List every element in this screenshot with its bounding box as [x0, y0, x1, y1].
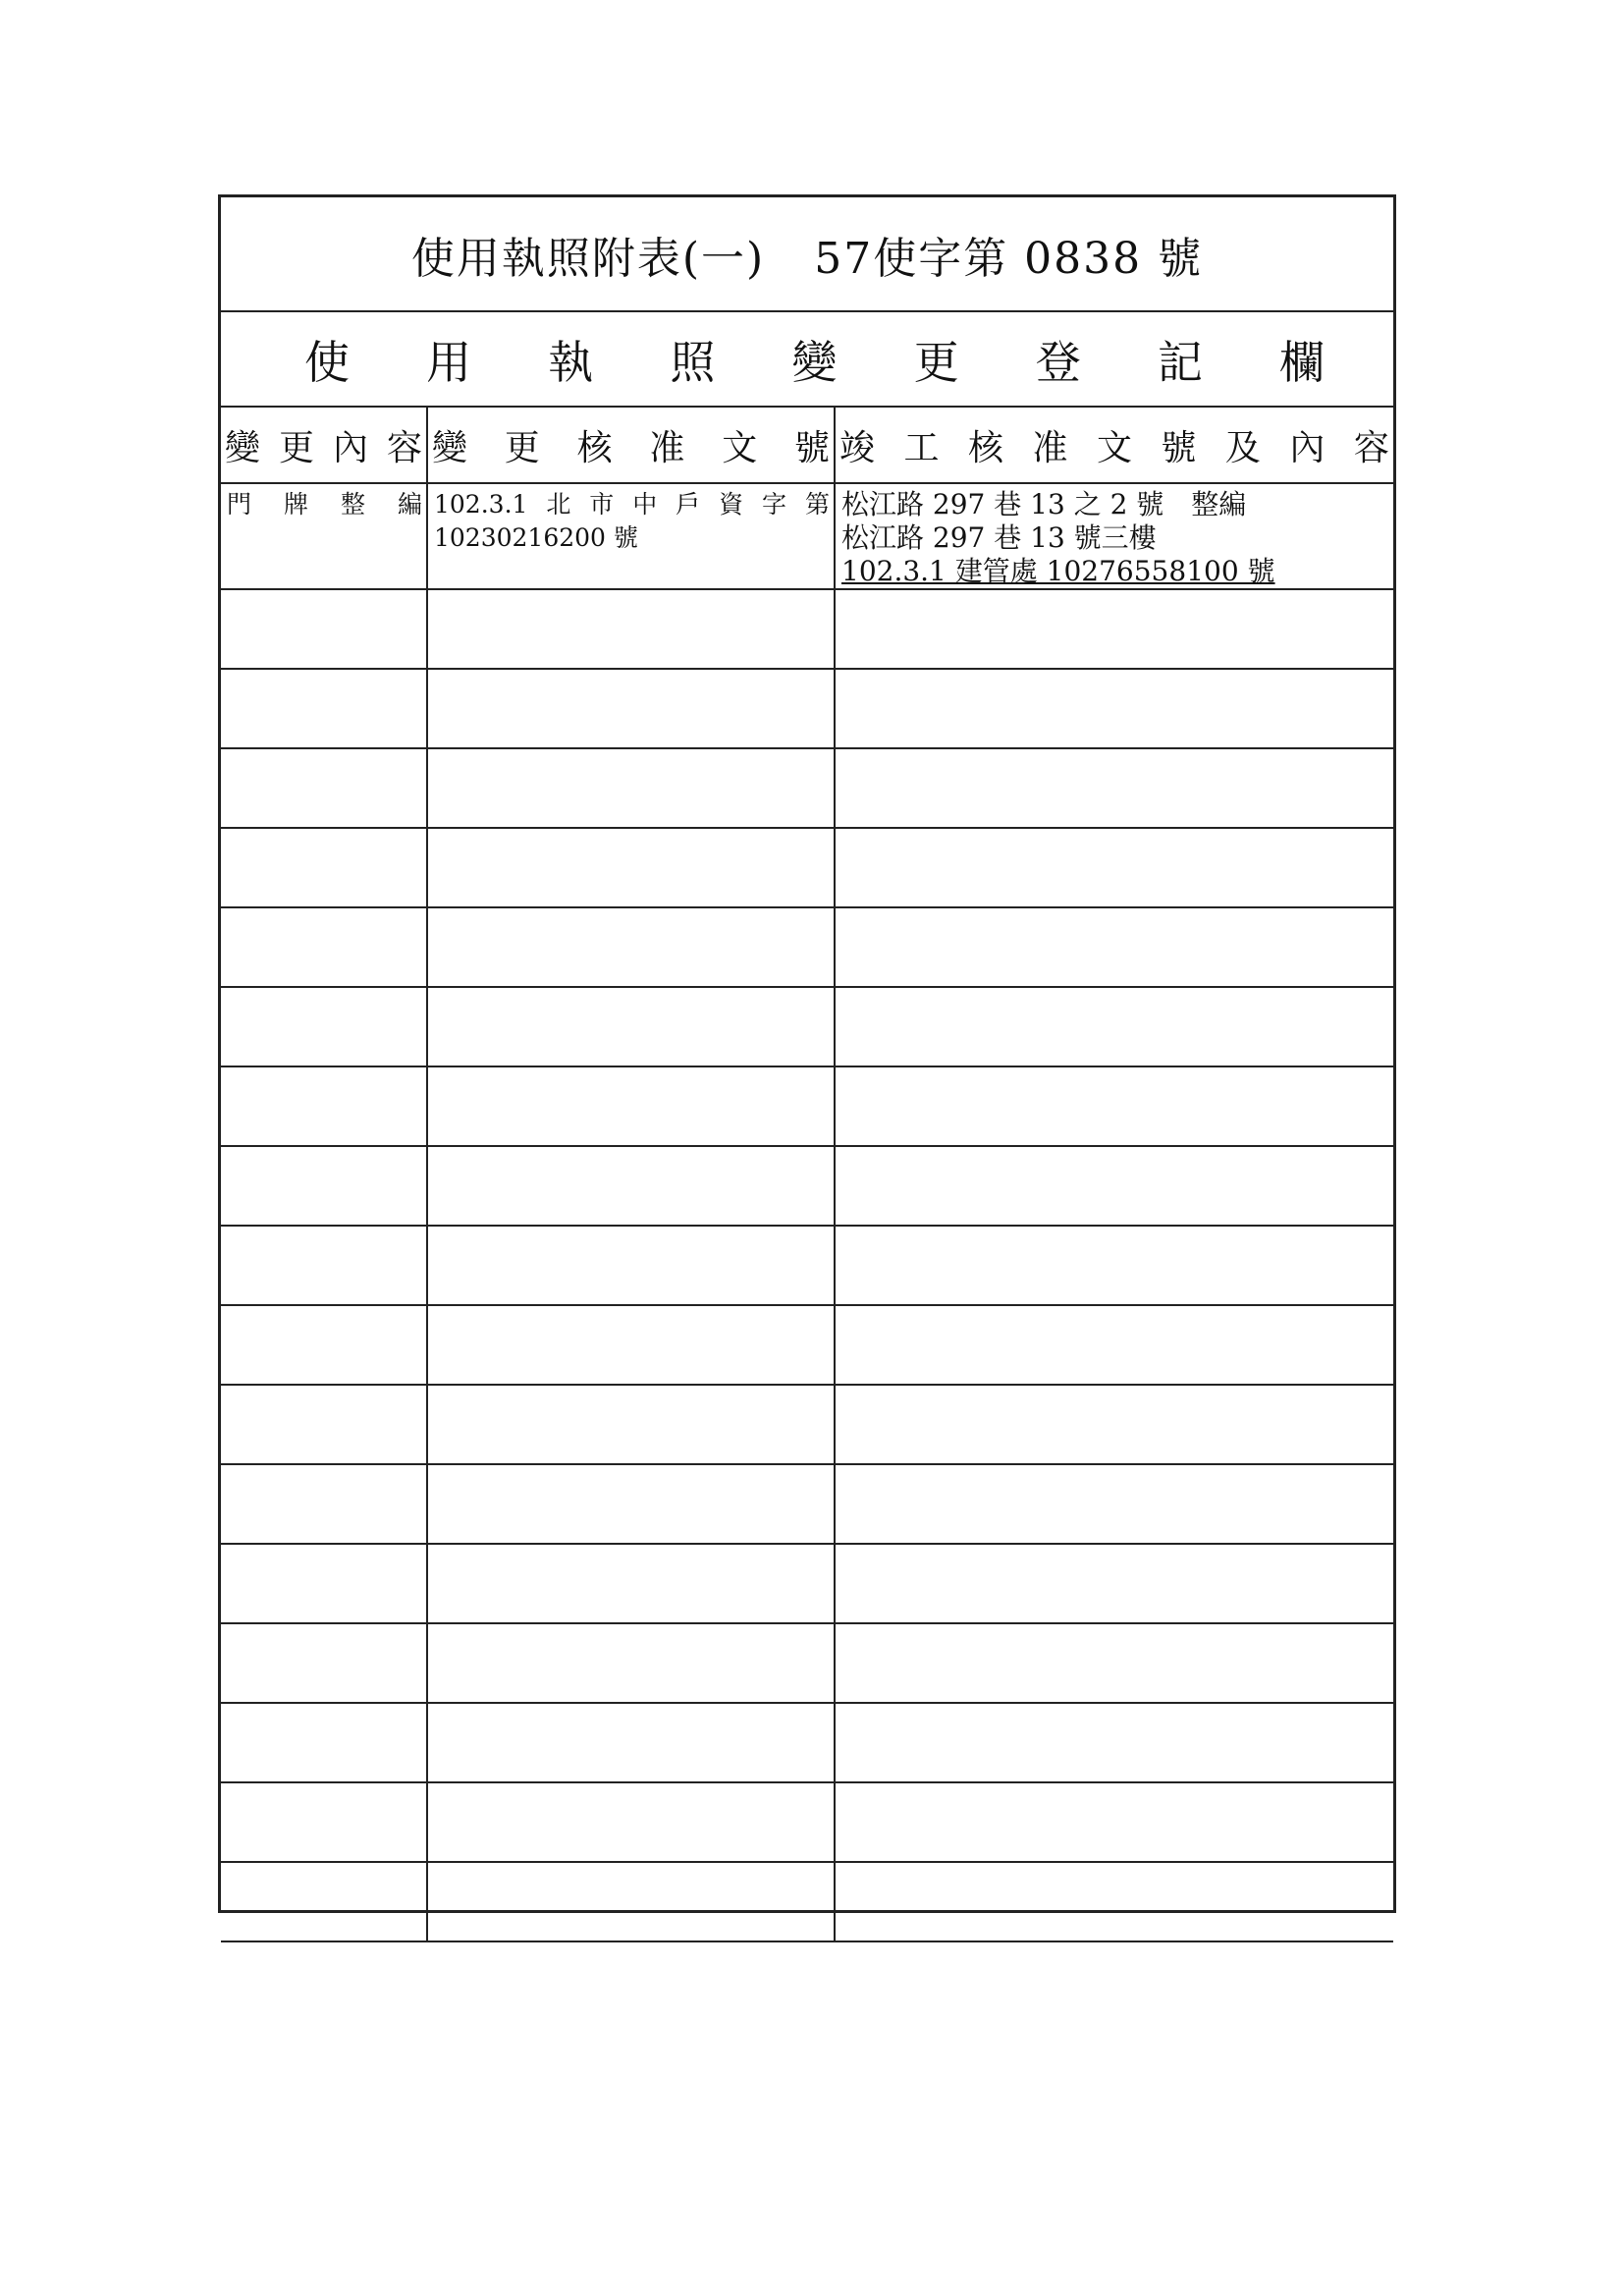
cell-approval-number — [427, 669, 835, 748]
table-row — [221, 1385, 1393, 1464]
section-heading-char: 使 — [304, 335, 350, 389]
table-row — [221, 1862, 1393, 1941]
cell-approval-number — [427, 907, 835, 987]
table-row — [221, 669, 1393, 748]
cell-completion-approval — [835, 1782, 1393, 1862]
cell-approval-number — [427, 1464, 835, 1544]
cell-change-content — [221, 1782, 427, 1862]
header-char: 核 — [967, 427, 1003, 468]
cell-char: 門 — [227, 490, 252, 519]
table-row — [221, 1066, 1393, 1146]
cell-completion-approval — [835, 1305, 1393, 1385]
cell-approval-number — [427, 1226, 835, 1305]
header-char: 容 — [1353, 427, 1389, 468]
section-heading-char: 照 — [670, 335, 716, 389]
table-row — [221, 1703, 1393, 1782]
table-row — [221, 828, 1393, 907]
section-heading-char: 登 — [1035, 335, 1081, 389]
permit-form — [218, 194, 1396, 1913]
section-heading — [221, 312, 1393, 408]
cell-change-content — [221, 987, 427, 1066]
approval-line-1 — [434, 488, 830, 521]
cell-completion-approval — [835, 1464, 1393, 1544]
cell-approval-number — [427, 1862, 835, 1941]
header-char: 內 — [1289, 427, 1325, 468]
header-char: 工 — [903, 427, 940, 468]
table-row — [221, 1146, 1393, 1226]
header-char: 變 — [432, 427, 468, 468]
cell-completion-approval — [835, 589, 1393, 669]
table-row — [221, 907, 1393, 987]
cell-change-content — [221, 1623, 427, 1703]
header-char: 准 — [649, 427, 685, 468]
cell-approval-number — [427, 748, 835, 828]
cell-change-content — [221, 1146, 427, 1226]
header-char: 文 — [1096, 427, 1132, 468]
cell-approval-number — [427, 828, 835, 907]
completion-line-1: 松江路 297 巷 13 之 2 號 整編 — [841, 488, 1247, 520]
header-change-content — [221, 408, 427, 483]
table-row — [221, 589, 1393, 669]
header-char: 更 — [278, 427, 314, 468]
cell-approval-number — [427, 1305, 835, 1385]
cell-approval-number — [427, 1385, 835, 1464]
section-heading-char: 變 — [791, 335, 838, 389]
table-row — [221, 1544, 1393, 1623]
cell-completion-approval — [835, 907, 1393, 987]
section-heading-char: 記 — [1157, 335, 1203, 389]
cell-change-content — [221, 1544, 427, 1623]
form-title-main: 使用執照附表(一) — [410, 233, 766, 284]
table-row — [221, 1305, 1393, 1385]
cell-completion-approval — [835, 1703, 1393, 1782]
header-char: 號 — [1161, 427, 1197, 468]
section-heading-char: 執 — [548, 335, 594, 389]
cell-char: 牌 — [283, 490, 308, 519]
completion-line-3: 102.3.1 建管處 10276558100 號 — [841, 555, 1275, 587]
cell-completion-approval — [835, 1226, 1393, 1305]
cell-approval-number — [427, 987, 835, 1066]
cell-completion-approval — [835, 748, 1393, 828]
header-char: 容 — [386, 427, 422, 468]
table-row — [221, 987, 1393, 1066]
change-record-table — [221, 408, 1393, 1942]
cell-completion-approval — [835, 669, 1393, 748]
cell-char: 戶 — [676, 490, 701, 519]
table-header-row — [221, 408, 1393, 483]
header-char: 號 — [793, 427, 830, 468]
header-char: 變 — [225, 427, 261, 468]
approval-date: 102.3.1 — [434, 490, 528, 519]
header-char: 竣 — [839, 427, 876, 468]
section-heading-char: 更 — [913, 335, 959, 389]
section-heading-char: 欄 — [1279, 335, 1325, 389]
header-char: 更 — [504, 427, 540, 468]
cell-completion-approval — [835, 1862, 1393, 1941]
cell-char: 整 — [340, 490, 365, 519]
cell-change-content — [221, 589, 427, 669]
cell-change-content — [221, 669, 427, 748]
cell-completion-approval — [835, 483, 1393, 589]
header-completion-approval — [835, 408, 1393, 483]
cell-approval-number — [427, 483, 835, 589]
cell-change-content — [221, 1385, 427, 1464]
cell-approval-number — [427, 1146, 835, 1226]
cell-char: 資 — [719, 490, 744, 519]
cell-char: 編 — [397, 490, 422, 519]
cell-approval-number — [427, 589, 835, 669]
header-approval-number — [427, 408, 835, 483]
cell-change-content — [221, 1464, 427, 1544]
cell-completion-approval — [835, 1066, 1393, 1146]
header-char: 核 — [576, 427, 613, 468]
cell-completion-approval — [835, 1623, 1393, 1703]
cell-approval-number — [427, 1703, 835, 1782]
header-char: 准 — [1032, 427, 1068, 468]
permit-number: 57使字第 0838 號 — [814, 233, 1204, 284]
cell-char: 北 — [546, 490, 571, 519]
cell-completion-approval — [835, 1544, 1393, 1623]
cell-approval-number — [427, 1623, 835, 1703]
cell-change-content — [221, 748, 427, 828]
table-row — [221, 1226, 1393, 1305]
table-row — [221, 1623, 1393, 1703]
cell-change-content — [221, 1305, 427, 1385]
table-row — [221, 748, 1393, 828]
cell-change-content — [221, 1226, 427, 1305]
cell-approval-number — [427, 1782, 835, 1862]
cell-change-content — [221, 1703, 427, 1782]
header-char: 內 — [332, 427, 368, 468]
cell-char: 中 — [632, 490, 658, 519]
cell-char: 字 — [762, 490, 787, 519]
cell-change-content — [221, 907, 427, 987]
section-heading-char: 用 — [426, 335, 472, 389]
cell-completion-approval — [835, 828, 1393, 907]
cell-approval-number — [427, 1066, 835, 1146]
cell-approval-number — [427, 1544, 835, 1623]
header-char: 及 — [1224, 427, 1261, 468]
table-row — [221, 1464, 1393, 1544]
cell-char: 市 — [589, 490, 615, 519]
cell-completion-approval — [835, 1385, 1393, 1464]
cell-change-content — [221, 828, 427, 907]
cell-change-content — [221, 1862, 427, 1941]
form-title — [221, 197, 1393, 312]
table-row — [221, 483, 1393, 589]
cell-change-content — [221, 1066, 427, 1146]
table-row — [221, 1782, 1393, 1862]
approval-line-2: 10230216200 號 — [434, 523, 638, 552]
cell-change-content — [221, 483, 427, 589]
cell-completion-approval — [835, 1146, 1393, 1226]
header-char: 文 — [722, 427, 758, 468]
completion-line-2: 松江路 297 巷 13 號三樓 — [841, 521, 1157, 554]
cell-char: 第 — [804, 490, 830, 519]
cell-completion-approval — [835, 987, 1393, 1066]
